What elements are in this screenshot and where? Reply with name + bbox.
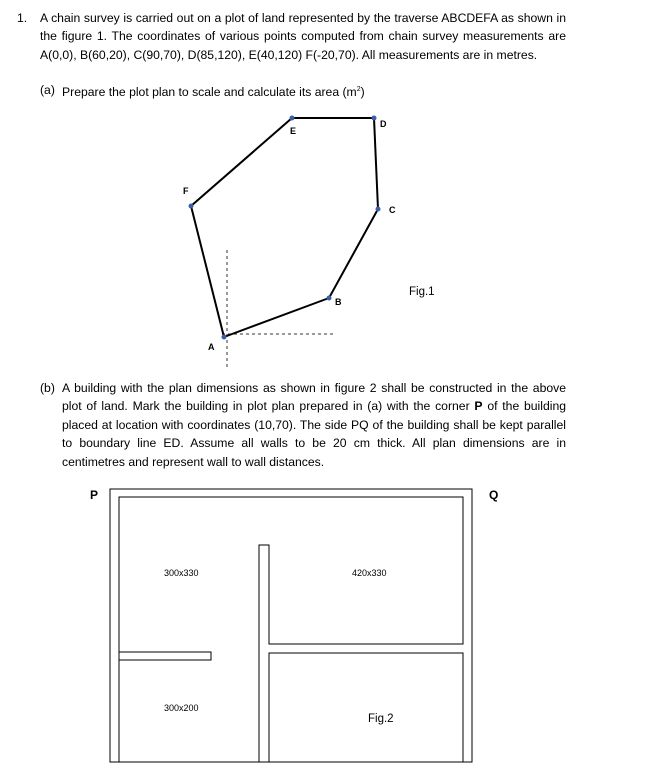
- part-a-text: Prepare the plot plan to scale and calculate its area (m: [62, 85, 357, 100]
- part-b-label: (b): [40, 381, 55, 395]
- point-c-marker: [376, 207, 381, 212]
- figure-1-caption: Fig.1: [409, 286, 435, 298]
- question-intro: A chain survey is carried out on a plot of land represented by the traverse ABCDEFA as shown in the figure 1. The coordinates of various points computed from chain survey measurements are A(0,0), B(60,20), C(90,70), D(85,120), E(40,120) F(-20,70). All measurements are in metres.: [40, 11, 566, 62]
- corner-q-label: Q: [489, 488, 499, 502]
- point-b-marker: [327, 296, 332, 301]
- point-a-label: A: [208, 342, 215, 352]
- point-e-marker: [290, 116, 295, 121]
- part-b-question: [62, 379, 566, 471]
- corner-p-label: P: [90, 488, 99, 502]
- room-2-dimensions: 420x330: [352, 568, 387, 578]
- point-d-marker: [372, 116, 377, 121]
- point-f-marker: [189, 204, 194, 209]
- part-b-text-2: of the building placed at location with coordinates (10,70). The side PQ of the building shall be kept parallel to boundary line ED. Assume all walls to be 20 cm thick. All plan dimensions are in centimetres and represent wall to wall distances.: [62, 399, 567, 469]
- part-a-label: (a): [40, 83, 55, 97]
- point-a-marker: [222, 335, 227, 340]
- point-c-label: C: [389, 205, 396, 215]
- point-f-label: F: [183, 186, 189, 196]
- building-inner-wall-1: [119, 497, 463, 762]
- room-3-dimensions: 300x200: [164, 703, 199, 713]
- point-d-label: D: [380, 119, 387, 129]
- point-b-label: B: [335, 297, 342, 307]
- figure-2-caption: Fig.2: [368, 713, 394, 725]
- point-e-label: E: [290, 126, 297, 136]
- building-inner-wall-3: [269, 653, 463, 762]
- building-outer-wall: [110, 489, 472, 762]
- traverse-polygon: [191, 118, 378, 337]
- part-b-corner-p: P: [474, 399, 483, 414]
- question-number: 1.: [17, 11, 28, 25]
- part-a-close: ): [360, 85, 365, 100]
- building-inner-wall-2: [119, 652, 211, 660]
- room-1-dimensions: 300x330: [164, 568, 199, 578]
- part-a-superscript: 2: [356, 86, 361, 93]
- figure-2-building-plan: [110, 489, 472, 762]
- part-b-text-1: A building with the plan dimensions as shown in figure 2 shall be constructed in the above plot of land. Mark the building in plot plan prepared in (a) with the corner: [62, 381, 566, 414]
